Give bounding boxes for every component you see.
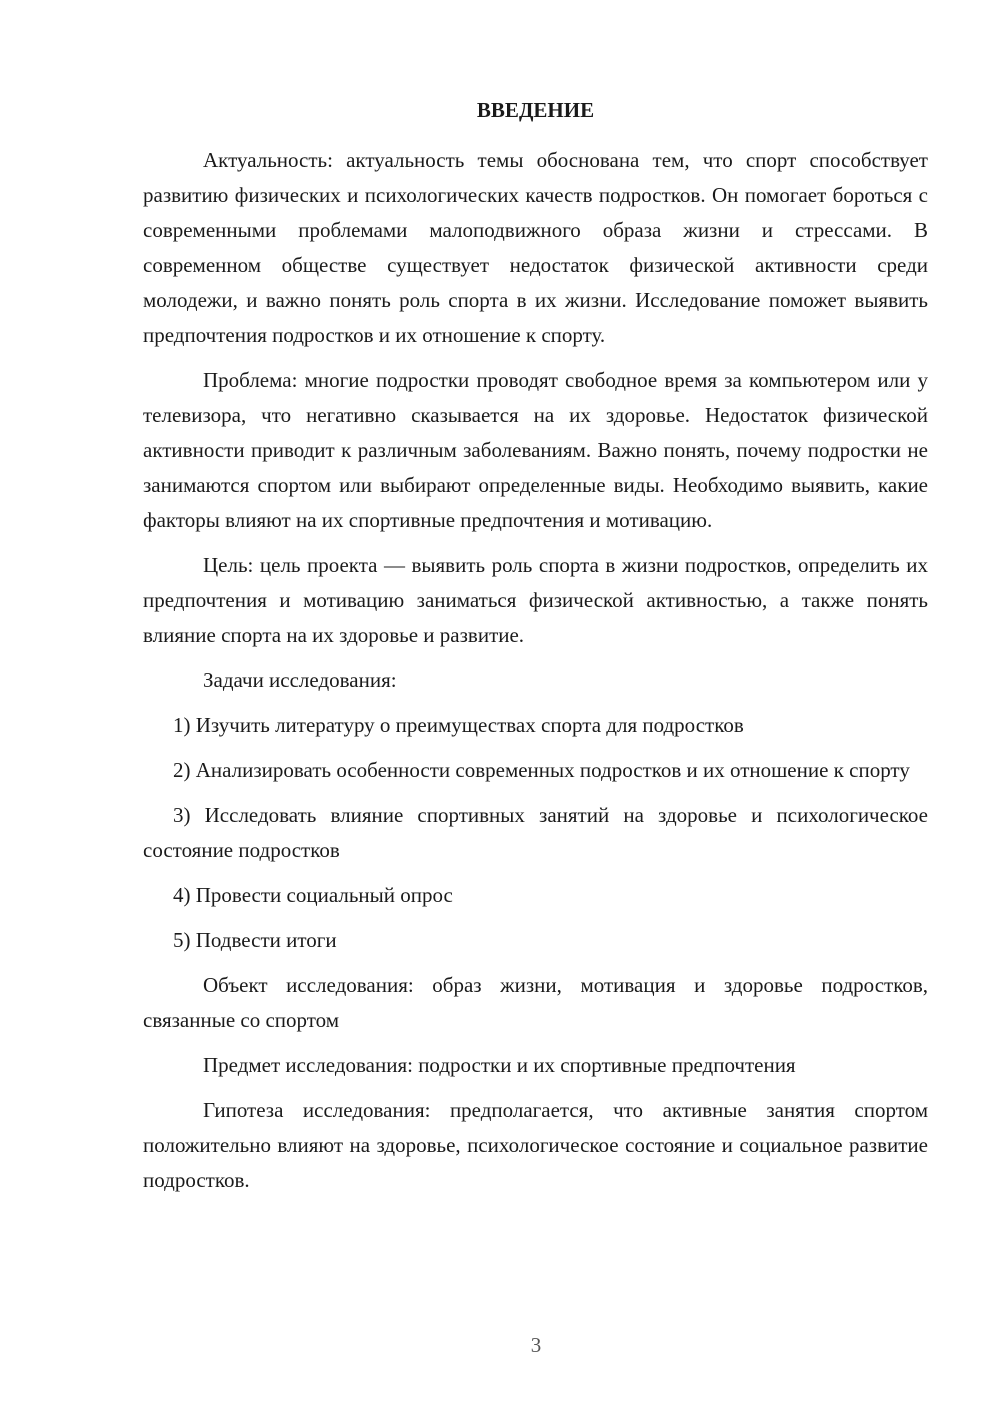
paragraph-object: Объект исследования: образ жизни, мотивация и здоровье подростков, связанные со спортом [143, 973, 928, 1032]
paragraph-goal: Цель: цель проекта — выявить роль спорта в жизни подростков, определить их предпочтения и мотивацию заниматься физической активностью, а также понять влияние спорта на их здоровье и развитие. [143, 553, 928, 647]
task-item-1: 1) Изучить литературу о преимуществах спорта для подростков [173, 713, 744, 737]
page-title: ВВЕДЕНИЕ [476, 98, 595, 122]
paragraph-relevance: Актуальность: актуальность темы обоснована тем, что спорт способствует развитию физических и психологических качеств подростков. Он помогает бороться с современными проблемами малоподвижного образа жизни и стрессами. В современном обществе существует недостаток физической активности среди молодежи, и важно понять роль спорта в их жизни. Исследование поможет выявить предпочтения подростков и их отношение к спорту. [143, 148, 928, 347]
task-item-4: 4) Провести социальный опрос [173, 883, 453, 907]
paragraph-subject: Предмет исследования: подростки и их спортивные предпочтения [203, 1053, 796, 1077]
task-item-3: 3) Исследовать влияние спортивных занятий на здоровье и психологическое состояние подростков [143, 803, 928, 862]
document-body [143, 143, 928, 1208]
page-number: 3 [530, 1333, 542, 1357]
task-item-2: 2) Анализировать особенности современных подростков и их отношение к спорту [173, 758, 910, 782]
tasks-heading: Задачи исследования: [203, 668, 397, 692]
task-item-5: 5) Подвести итоги [173, 928, 337, 952]
paragraph-hypothesis: Гипотеза исследования: предполагается, что активные занятия спортом положительно влияют на здоровье, психологическое состояние и социальное развитие подростков. [143, 1098, 928, 1192]
paragraph-problem: Проблема: многие подростки проводят свободное время за компьютером или у телевизора, что негативно сказывается на их здоровье. Недостаток физической активности приводит к различным заболеваниям. Важно понять, почему подростки не занимаются спортом или выбирают определенные виды. Необходимо выявить, какие факторы влияют на их спортивные предпочтения и мотивацию. [143, 368, 928, 532]
